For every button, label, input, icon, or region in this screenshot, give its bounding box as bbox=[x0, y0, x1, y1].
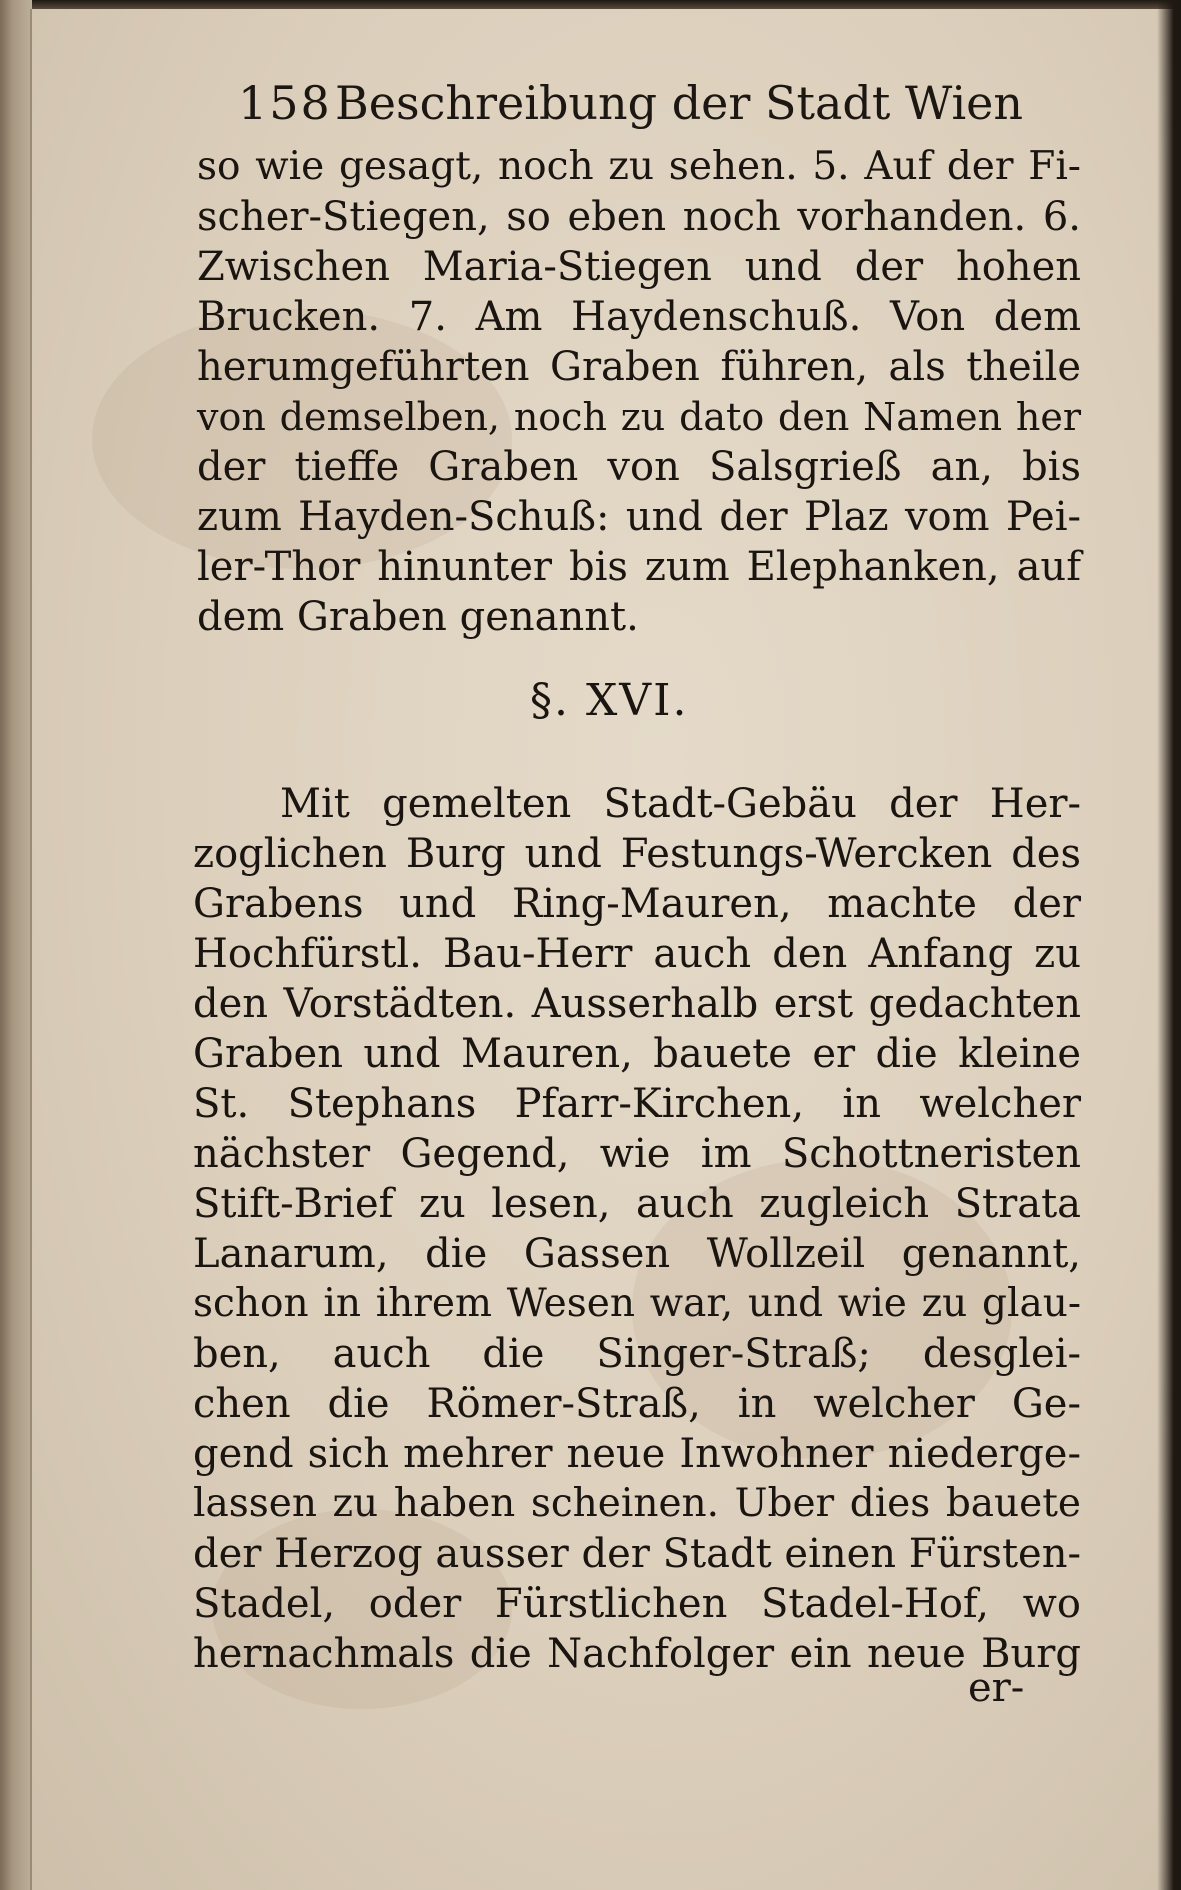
catchword: er- bbox=[968, 1665, 1025, 1711]
text-line: St. Stephans Pfarr-Kirchen, in welcher bbox=[193, 1081, 1081, 1127]
section-heading: §. XVI. bbox=[530, 675, 689, 726]
text-line: schon in ihrem Wesen war, und wie zu glau- bbox=[193, 1281, 1081, 1326]
text-line: chen die Römer-Straß, in welcher Ge- bbox=[193, 1381, 1081, 1427]
text-line: zoglichen Burg und Festungs-Wercken des bbox=[193, 831, 1081, 877]
text-line: ben, auch die Singer-Straß; desglei- bbox=[193, 1331, 1081, 1377]
text-line: dem Graben genannt. bbox=[197, 594, 639, 640]
text-line: lassen zu haben scheinen. Uber dies bauete bbox=[193, 1481, 1081, 1526]
text-line: der tieffe Graben von Salsgrieß an, bis bbox=[197, 444, 1081, 490]
text-line: den Vorstädten. Ausserhalb erst gedachten bbox=[193, 981, 1081, 1027]
text-line: der Herzog ausser der Stadt einen Fürsten- bbox=[193, 1531, 1081, 1577]
text-line: scher-Stiegen, so eben noch vorhanden. 6. bbox=[197, 194, 1081, 240]
text-line: zum Hayden-Schuß: und der Plaz vom Pei- bbox=[197, 494, 1081, 540]
text-line: herumgeführten Graben führen, als theile bbox=[197, 344, 1081, 390]
text-line: Mit gemelten Stadt-Gebäu der Her- bbox=[280, 781, 1081, 827]
running-head-title: Beschreibung der Stadt Wien bbox=[335, 76, 1024, 130]
text-line: Brucken. 7. Am Haydenschuß. Von dem bbox=[197, 294, 1081, 340]
text-line: Stadel, oder Fürstlichen Stadel-Hof, wo bbox=[193, 1581, 1081, 1627]
text-line: nächster Gegend, wie im Schottneristen bbox=[193, 1131, 1081, 1177]
text-line: Zwischen Maria-Stiegen und der hohen bbox=[197, 244, 1081, 290]
text-line: Hochfürstl. Bau-Herr auch den Anfang zu bbox=[193, 931, 1081, 977]
page-gutter-shadow bbox=[1157, 0, 1181, 1890]
text-line: Graben und Mauren, bauete er die kleine bbox=[193, 1031, 1081, 1077]
text-line: Lanarum, die Gassen Wollzeil genannt, bbox=[193, 1231, 1081, 1277]
text-line: Stift-Brief zu lesen, auch zugleich Strata bbox=[193, 1181, 1081, 1227]
page-number: 158 bbox=[238, 76, 332, 130]
text-line: Grabens und Ring-Mauren, machte der bbox=[193, 881, 1081, 927]
text-line: von demselben, noch zu dato den Namen her bbox=[197, 395, 1081, 439]
text-line: gend sich mehrer neue Inwohner niederge- bbox=[193, 1431, 1081, 1477]
text-line: hernachmals die Nachfolger ein neue Burg bbox=[193, 1631, 1081, 1677]
text-line: so wie gesagt, noch zu sehen. 5. Auf der Fi- bbox=[197, 144, 1081, 189]
text-line: ler-Thor hinunter bis zum Elephanken, auf bbox=[197, 544, 1081, 590]
running-head bbox=[200, 64, 1100, 130]
